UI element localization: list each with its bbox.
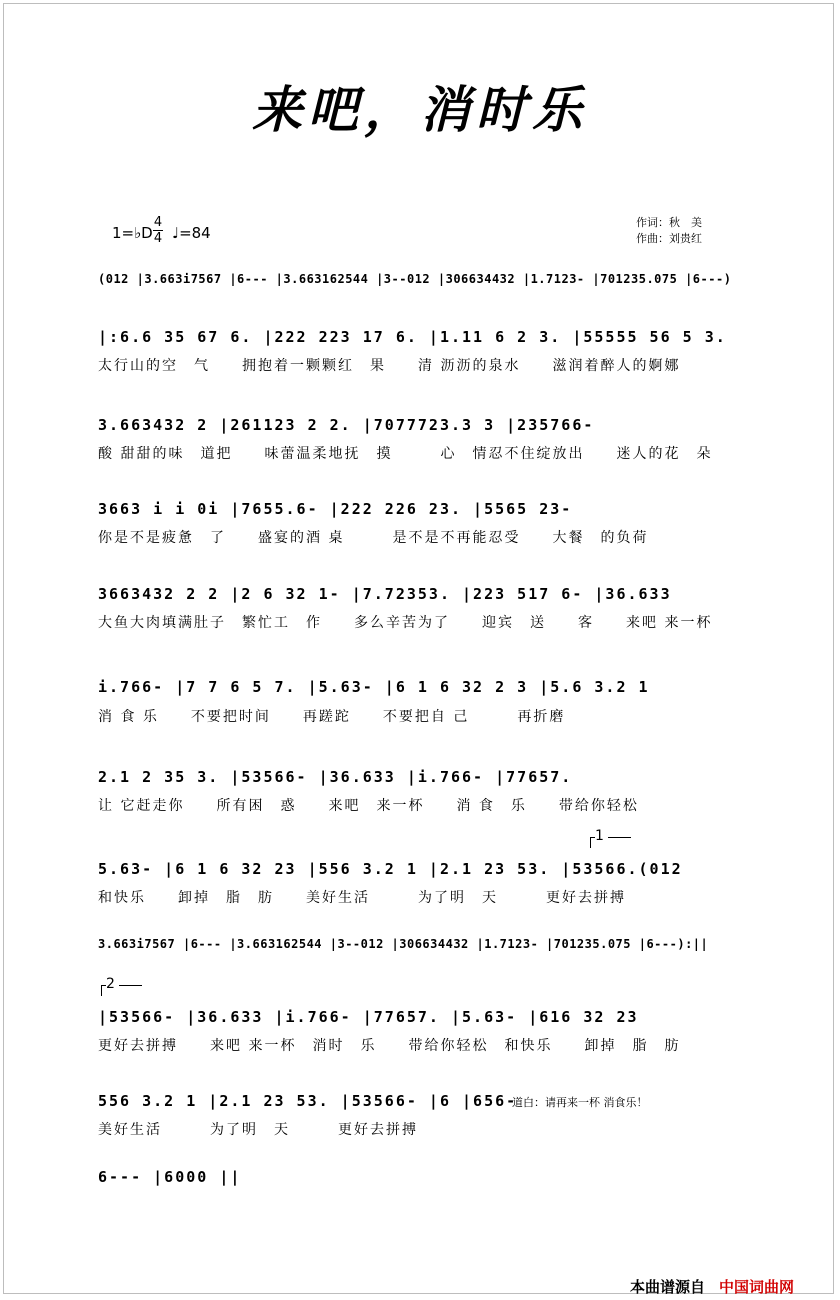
score-row-9: 3.663i7567 |6--- |3.663162544 |3--012 |306634432 |1.7123- |701235.075 |6---):|| [98, 937, 709, 951]
lyrics-row-6: 让 它赶走你 所有困 惑 来吧 来一杯 消 食 乐 带给你轻松 [98, 798, 639, 814]
time-sig-bottom: 4 [153, 231, 163, 246]
lyrics-row-9: 美好生活 为了明 天 更好去拼搏 [98, 1122, 418, 1138]
lyricist: 作词：秋 美 [636, 216, 702, 229]
lyrics-row-7: 和快乐 卸掉 脂 肪 美好生活 为了明 天 更好去拼搏 [98, 890, 626, 906]
source-label: 本曲谱源自 [630, 1278, 706, 1296]
lyrics-row-8: 更好去拼搏 来吧 来一杯 消时 乐 带给你轻松 和快乐 卸掉 脂 肪 [98, 1038, 681, 1054]
credits [636, 215, 702, 247]
source-footer [630, 1276, 794, 1297]
spoken-line: 道白：请再来一杯 消食乐！ [512, 1096, 648, 1109]
composer: 作曲：刘贵红 [636, 232, 702, 245]
score-row-1: (012 |3.663i7567 |6--- |3.663162544 |3--012 |306634432 |1.7123- |701235.075 |6---) [98, 272, 732, 286]
tempo-mark: ♩=84 [172, 224, 211, 242]
score-row-12: 6--- |6000 || [98, 1168, 242, 1186]
score-row-4: 3663 i i 0i |7655.6- |222 226 23. |5565 23- [98, 500, 573, 518]
volta-2: 2 [101, 985, 142, 996]
lyrics-row-5: 消 食 乐 不要把时间 再蹉跎 不要把自 己 再折磨 [98, 709, 566, 725]
key-signature: 1=♭D [112, 224, 153, 242]
volta-1: 1 [590, 837, 631, 848]
lyrics-row-1: 太行山的空 气 拥抱着一颗颗红 果 清 沥沥的泉水 滋润着醉人的婀娜 [98, 358, 681, 374]
score-row-7: 2.1 2 35 3. |53566- |36.633 |i.766- |77657. [98, 768, 573, 786]
score-row-6: i.766- |7 7 6 5 7. |5.63- |6 1 6 32 2 3 |5.6 3.2 1 [98, 678, 650, 696]
score-row-10: |53566- |36.633 |i.766- |77657. |5.63- |616 32 23 [98, 1008, 639, 1026]
score-row-11: 556 3.2 1 |2.1 23 53. |53566- |6 |656- [98, 1092, 518, 1110]
score-row-3: 3.663432 2 |261123 2 2. |7077723.3 3 |235766- [98, 416, 595, 434]
lyrics-row-2: 酸 甜甜的味 道把 味蕾温柔地抚 摸 心 情忍不住绽放出 迷人的花 朵 [98, 446, 713, 462]
source-site-link[interactable]: 中国词曲网 [719, 1278, 795, 1296]
song-title: 来吧，消时乐 [252, 80, 588, 139]
score-row-2: |:6.6 35 67 6. |222 223 17 6. |1.11 6 2 3. |55555 56 5 3. [98, 328, 727, 346]
lyrics-row-4: 大鱼大肉填满肚子 繁忙工 作 多么辛苦为了 迎宾 送 客 来吧 来一杯 [98, 615, 713, 631]
time-signature [152, 215, 164, 246]
score-row-8: 5.63- |6 1 6 32 23 |556 3.2 1 |2.1 23 53. |53566.(012 [98, 860, 683, 878]
time-sig-top: 4 [153, 215, 163, 230]
score-row-5: 3663432 2 2 |2 6 32 1- |7.72353. |223 517 6- |36.633 [98, 585, 672, 603]
lyrics-row-3: 你是不是疲惫 了 盛宴的酒 桌 是不是不再能忍受 大餐 的负荷 [98, 530, 649, 546]
